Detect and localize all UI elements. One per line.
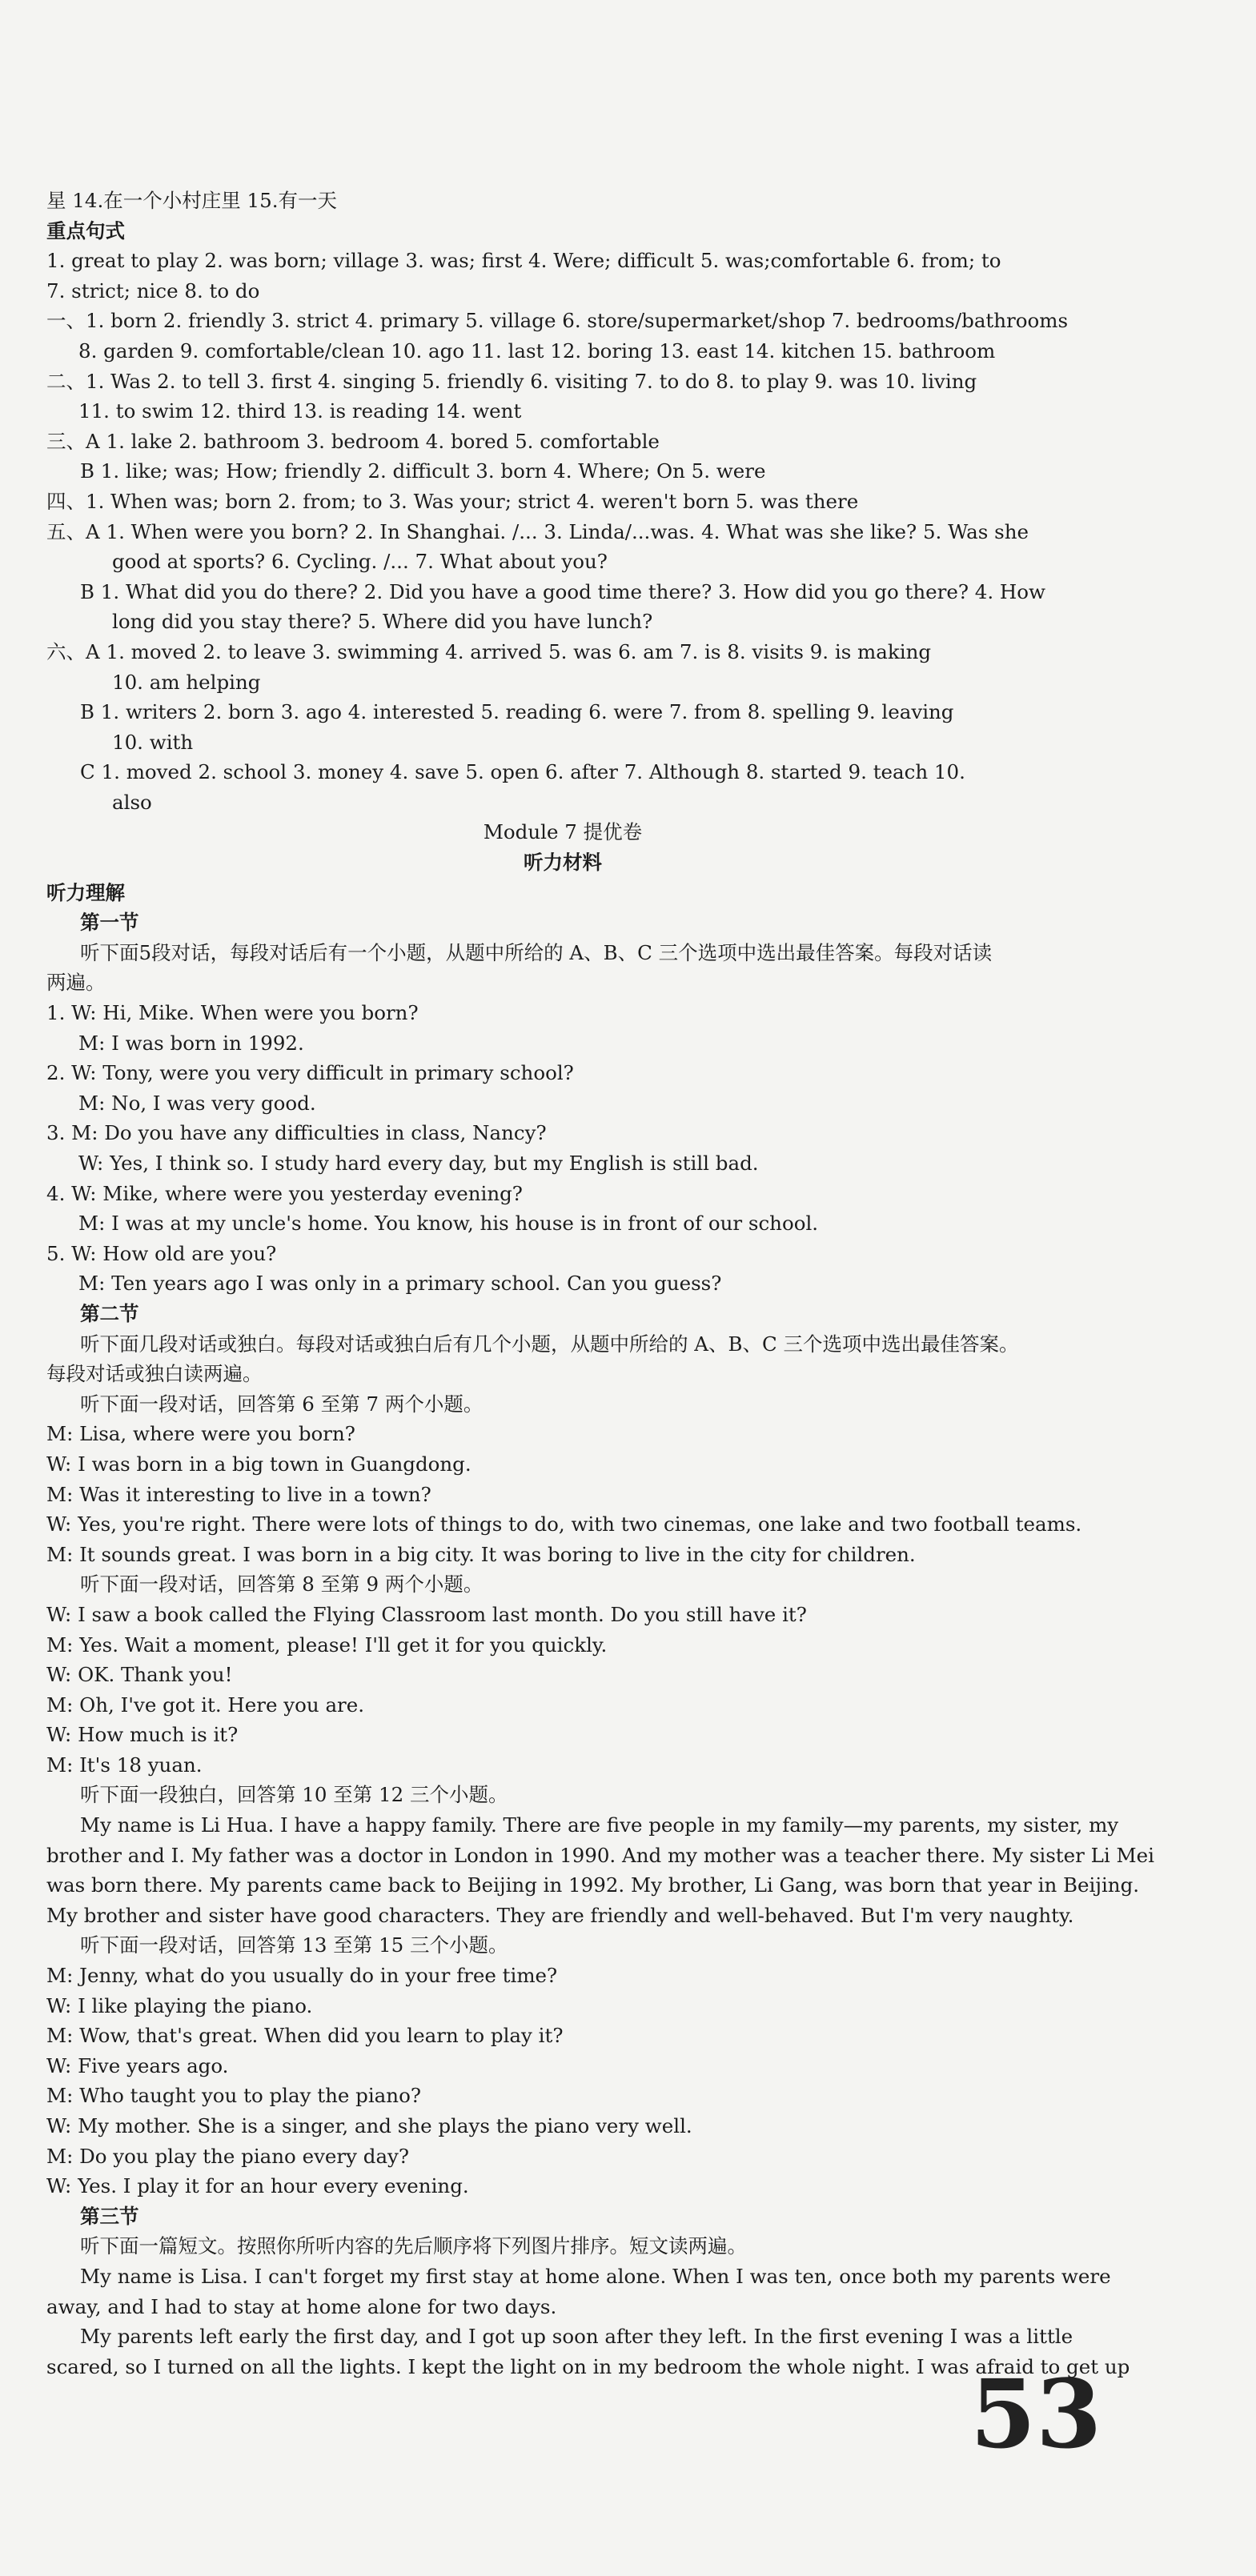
text-line: W: Yes, I think so. I study hard every day, but my English is still bad.: [78, 1152, 759, 1175]
text-line: 第一节: [80, 911, 139, 935]
text-line: M: Was it interesting to live in a town?: [46, 1482, 431, 1506]
text-line: M: No, I was very good.: [78, 1091, 316, 1115]
text-line: 听力理解: [46, 880, 125, 904]
text-line: C 1. moved 2. school 3. money 4. save 5. open 6. after 7. Although 8. started 9. teach 10.: [80, 760, 965, 784]
text-line: W: OK. Thank you!: [46, 1663, 233, 1687]
text-line: M: Yes. Wait a moment, please! I'll get it for you quickly.: [46, 1633, 608, 1657]
text-line: 重点句式: [46, 218, 125, 242]
text-line: 11. to swim 12. third 13. is reading 14. went: [78, 399, 522, 423]
text-line: My brother and sister have good characters. They are friendly and well-behaved. But I'm very naughty.: [46, 1903, 1074, 1927]
text-line: My name is Li Hua. I have a happy family. There are five people in my family—my parents, my sister, my: [80, 1813, 1119, 1837]
text-line: 每段对话或独白读两遍。: [46, 1362, 263, 1386]
text-line: W: I was born in a big town in Guangdong.: [46, 1452, 472, 1476]
text-line: B 1. like; was; How; friendly 2. difficult 3. born 4. Where; On 5. were: [80, 459, 766, 483]
text-line: 7. strict; nice 8. to do: [46, 278, 260, 302]
text-line: M: It sounds great. I was born in a big city. It was boring to live in the city for children.: [46, 1542, 916, 1566]
page-number: 53: [970, 2358, 1102, 2470]
text-line: also: [112, 790, 152, 814]
text-line: M: Who taught you to play the piano?: [46, 2084, 421, 2108]
text-line: 1. great to play 2. was born; village 3. was; first 4. Were; difficult 5. was;comfortable 6. from; to: [46, 249, 1001, 273]
text-line: M: Lisa, where were you born?: [46, 1422, 355, 1446]
text-line: W: How much is it?: [46, 1723, 239, 1747]
text-line: 一、1. born 2. friendly 3. strict 4. primary 5. village 6. store/supermarket/shop 7. bedrooms/bathrooms: [46, 309, 1069, 333]
text-line: M: Do you play the piano every day?: [46, 2144, 410, 2168]
text-line: W: Yes, you're right. There were lots of things to do, with two cinemas, one lake and two football teams.: [46, 1512, 1082, 1536]
text-line: M: Oh, I've got it. Here you are.: [46, 1693, 365, 1717]
text-line: 听下面几段对话或独白。每段对话或独白后有几个小题，从题中所给的 A、B、C 三个选项中选出最佳答案。: [80, 1332, 1019, 1356]
text-line: M: It's 18 yuan.: [46, 1753, 203, 1777]
text-line: long did you stay there? 5. Where did you have lunch?: [112, 610, 653, 634]
text-line: good at sports? 6. Cycling. /... 7. What about you?: [112, 550, 608, 574]
text-line: 听下面5段对话，每段对话后有一个小题，从题中所给的 A、B、C 三个选项中选出最佳答案。每段对话读: [80, 940, 993, 964]
text-line: 六、A 1. moved 2. to leave 3. swimming 4. arrived 5. was 6. am 7. is 8. visits 9. is making: [46, 639, 932, 663]
text-line: 4. W: Mike, where were you yesterday evening?: [46, 1181, 523, 1205]
text-line: brother and I. My father was a doctor in London in 1990. And my mother was a teacher there. My sister Li Mei: [46, 1843, 1154, 1867]
text-line: M: Jenny, what do you usually do in your free time?: [46, 1964, 558, 1988]
text-line: scared, so I turned on all the lights. I kept the light on in my bedroom the whole night. I was afraid to get up: [46, 2354, 1130, 2378]
text-line: 五、A 1. When were you born? 2. In Shanghai. /... 3. Linda/...was. 4. What was she like? 5. Was she: [46, 519, 1029, 543]
text-line: W: I like playing the piano.: [46, 1993, 313, 2017]
text-line: My name is Lisa. I can't forget my first stay at home alone. When I was ten, once both my parents were: [80, 2264, 1111, 2288]
text-line: 第三节: [80, 2204, 139, 2228]
text-line: 听下面一段对话，回答第 6 至第 7 两个小题。: [80, 1392, 484, 1416]
text-line: W: Five years ago.: [46, 2053, 229, 2077]
text-line: away, and I had to stay at home alone for two days.: [46, 2294, 557, 2318]
text-line: 第二节: [80, 1301, 139, 1325]
text-line: 听力材料: [524, 851, 602, 875]
text-line: 听下面一篇短文。按照你所听内容的先后顺序将下列图片排序。短文读两遍。: [80, 2234, 747, 2258]
text-line: 5. W: How old are you?: [46, 1241, 277, 1265]
text-line: 二、1. Was 2. to tell 3. first 4. singing 5. friendly 6. visiting 7. to do 8. to play 9. was 10. living: [46, 369, 977, 393]
text-line: 两遍。: [46, 971, 106, 995]
text-line: 10. am helping: [112, 670, 261, 694]
text-line: My parents left early the first day, and I got up soon after they left. In the first evening I was a little: [80, 2325, 1073, 2349]
text-line: M: I was at my uncle's home. You know, his house is in front of our school.: [78, 1212, 819, 1236]
text-line: W: I saw a book called the Flying Classroom last month. Do you still have it?: [46, 1602, 807, 1626]
text-line: B 1. What did you do there? 2. Did you have a good time there? 3. How did you go there? 4. How: [80, 579, 1045, 603]
text-line: 听下面一段对话，回答第 13 至第 15 三个小题。: [80, 1933, 508, 1957]
text-line: W: Yes. I play it for an hour every evening.: [46, 2174, 469, 2198]
text-line: 四、1. When was; born 2. from; to 3. Was your; strict 4. weren't born 5. was there: [46, 489, 859, 513]
text-line: M: Ten years ago I was only in a primary school. Can you guess?: [78, 1272, 722, 1296]
text-line: 10. with: [112, 730, 194, 754]
text-line: 2. W: Tony, were you very difficult in primary school?: [46, 1061, 574, 1085]
text-line: was born there. My parents came back to Beijing in 1992. My brother, Li Gang, was born that year in Beijing.: [46, 1873, 1140, 1897]
text-line: W: My mother. She is a singer, and she plays the piano very well.: [46, 2114, 692, 2137]
text-line: 听下面一段独白，回答第 10 至第 12 三个小题。: [80, 1783, 508, 1807]
text-line: M: I was born in 1992.: [78, 1031, 304, 1055]
text-line: B 1. writers 2. born 3. ago 4. interested 5. reading 6. were 7. from 8. spelling 9. leaving: [80, 700, 954, 724]
text-line: M: Wow, that's great. When did you learn to play it?: [46, 2024, 564, 2048]
text-line: 三、A 1. lake 2. bathroom 3. bedroom 4. bored 5. comfortable: [46, 429, 660, 453]
text-line: Module 7 提优卷: [483, 820, 643, 844]
text-line: 星 14.在一个小村庄里 15.有一天: [46, 189, 338, 212]
text-line: 1. W: Hi, Mike. When were you born?: [46, 1001, 419, 1025]
answer-page: [46, 186, 1154, 2382]
text-line: 3. M: Do you have any difficulties in class, Nancy?: [46, 1121, 547, 1145]
text-line: 8. garden 9. comfortable/clean 10. ago 11. last 12. boring 13. east 14. kitchen 15. bathroom: [78, 339, 996, 363]
text-line: 听下面一段对话，回答第 8 至第 9 两个小题。: [80, 1572, 484, 1596]
